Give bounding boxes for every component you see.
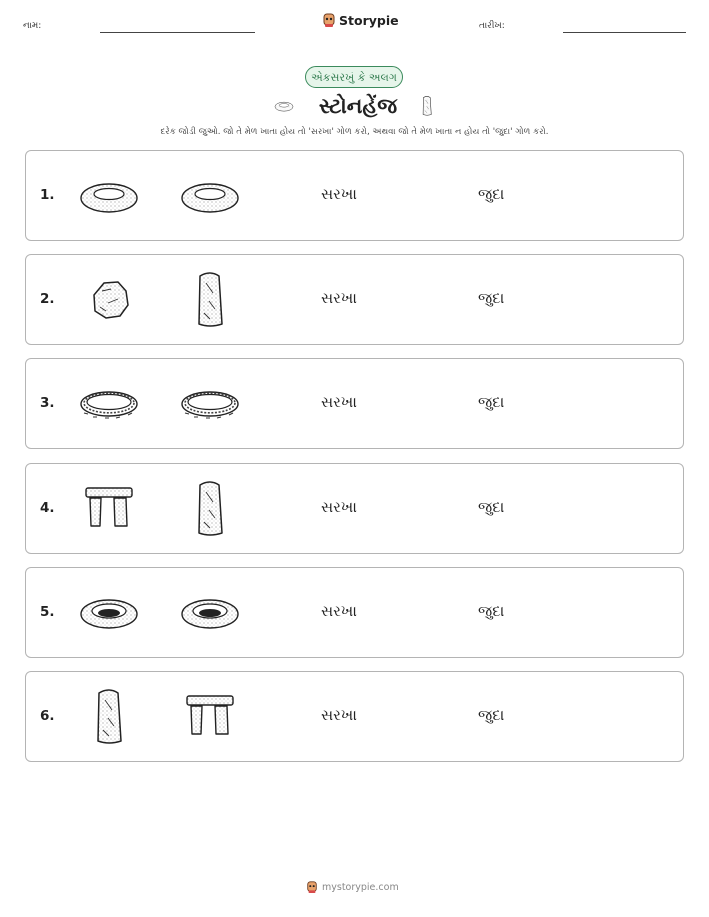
standing-stone-icon [416,89,438,123]
storypie-mascot-icon [322,12,336,28]
page-header [0,0,709,50]
different-option[interactable]: જુદા [478,602,505,620]
different-option[interactable]: જુદા [478,706,505,724]
question-number: 5. [40,604,55,620]
date-label: તારીખ: [479,21,505,31]
stone-pit-icon [179,582,241,644]
question-row-4 [25,463,684,554]
stone-circle-icon [78,373,140,435]
different-option[interactable]: જુદા [478,498,505,516]
same-option[interactable]: સરખા [321,289,357,307]
footer [306,880,399,894]
name-label: નામ: [23,21,42,31]
title-block [268,89,438,123]
question-row-3 [25,358,684,449]
rock-icon [78,269,140,331]
trilithon-icon [78,478,140,540]
question-row-2 [25,254,684,345]
question-row-6 [25,671,684,762]
different-option[interactable]: જુદા [478,393,505,411]
footer-url[interactable]: mystorypie.com [322,881,399,893]
question-row-1 [25,150,684,241]
worksheet-type-badge: એકસરખું કે અલગ [305,66,403,88]
question-number: 4. [40,500,55,516]
same-option[interactable]: સરખા [321,706,357,724]
brand-logo [322,12,399,28]
trilithon-icon [179,686,241,748]
name-line[interactable] [100,32,255,33]
same-option[interactable]: સરખા [321,498,357,516]
same-option[interactable]: સરખા [321,602,357,620]
question-number: 1. [40,187,55,203]
standing-stone-icon [78,686,140,748]
date-line[interactable] [563,32,686,33]
different-option[interactable]: જુદા [478,289,505,307]
question-number: 3. [40,395,55,411]
question-row-5 [25,567,684,658]
ring-stone-icon [78,165,140,227]
standing-stone-icon [179,478,241,540]
page-title: સ્ટોનહેંજ [318,93,398,118]
brand-name: Storypie [339,12,399,28]
instructions: દરેક જોડી જુઓ. જો તે મેળ ખાતા હોય તો 'સરખા' ગોળ કરો, અથવા જો તે મેળ ખાતા ન હોય તો 'જુદા' ગોળ કરો. [160,127,549,137]
question-number: 2. [40,291,55,307]
standing-stone-icon [179,269,241,331]
different-option[interactable]: જુદા [478,185,505,203]
stone-pit-icon [78,582,140,644]
same-option[interactable]: સરખા [321,393,357,411]
same-option[interactable]: સરખા [321,185,357,203]
ring-stone-icon [179,165,241,227]
question-number: 6. [40,708,55,724]
stone-circle-icon [179,373,241,435]
storypie-mascot-icon [306,880,318,894]
ring-stone-icon [268,96,300,116]
